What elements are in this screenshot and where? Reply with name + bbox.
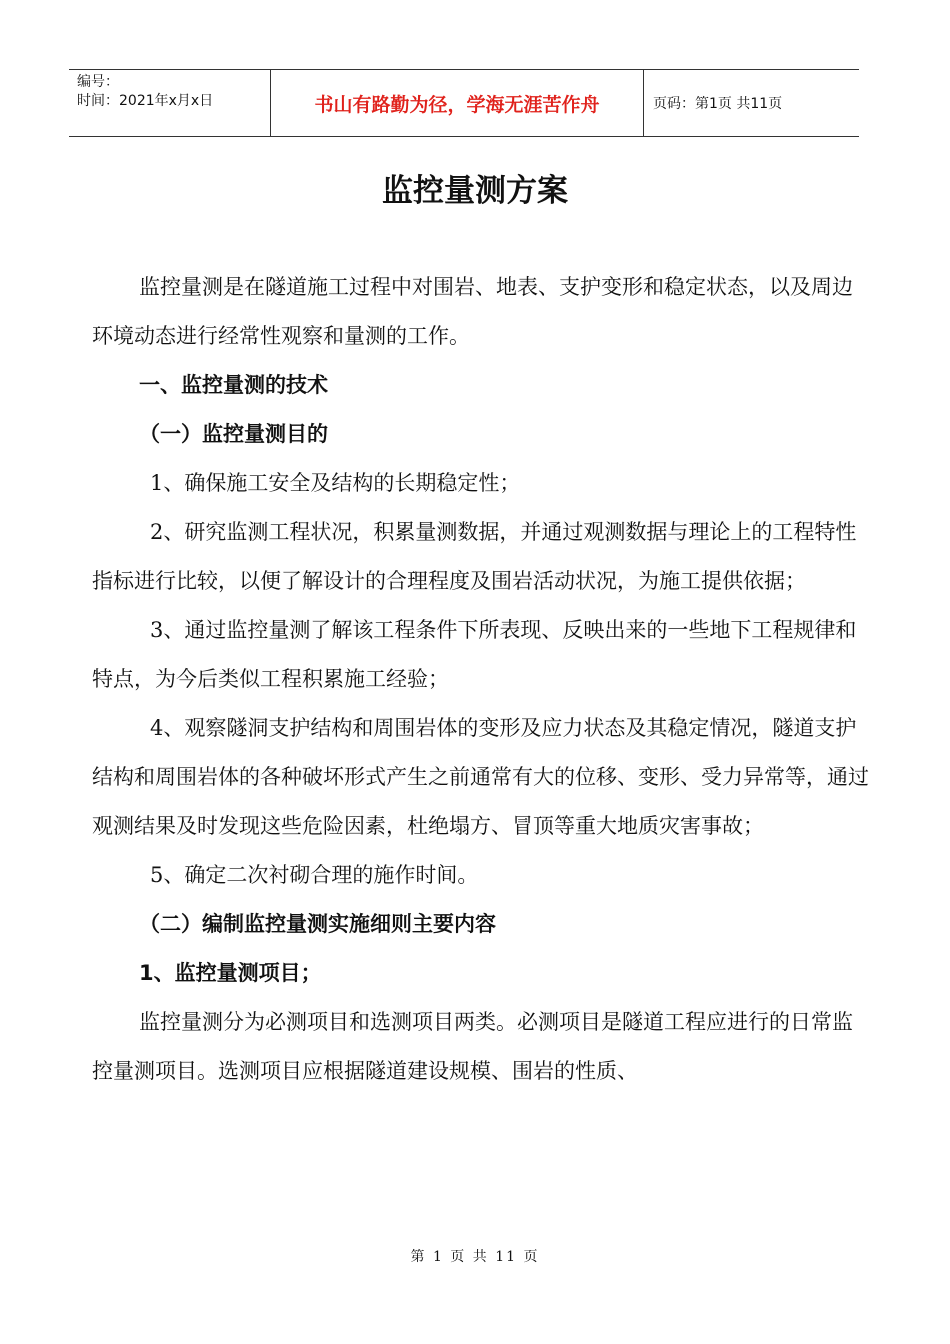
intro-paragraph: 监控量测是在隧道施工过程中对围岩、地表、支护变形和稳定状态，以及周边环境动态进行经常性观察和量测的工作。 bbox=[92, 275, 853, 348]
subsection-heading-1: （一）监控量测目的 bbox=[139, 422, 328, 446]
subsection-item-heading-1: 1、监控量测项目； bbox=[139, 961, 322, 985]
header-number-label: 编号： bbox=[77, 74, 119, 90]
header-page-info: 页码：第1页 共11页 bbox=[653, 96, 783, 112]
header-motto: 书山有路勤为径，学海无涯苦作舟 bbox=[314, 93, 600, 116]
list-item-2: 2、研究监测工程状况，积累量测数据，并通过观测数据与理论上的工程特性指标进行比较，以便了解设计的合理程度及围岩活动状况，为施工提供依据； bbox=[92, 520, 857, 593]
list-item-5: 5、确定二次衬砌合理的施作时间。 bbox=[150, 863, 479, 887]
header-meta bbox=[77, 73, 213, 111]
body-paragraph-last: 监控量测分为必测项目和选测项目两类。必测项目是隧道工程应进行的日常监控量测项目。选测项目应根据隧道建设规模、围岩的性质、 bbox=[92, 1010, 853, 1083]
list-item-4: 4、观察隧洞支护结构和周围岩体的变形及应力状态及其稳定情况，隧道支护结构和周围岩体的各种破坏形式产生之前通常有大的位移、变形、受力异常等，通过观测结果及时发现这些危险因素，杜绝塌方、冒顶等重大地质灾害事故； bbox=[92, 716, 869, 838]
page-header bbox=[69, 69, 859, 137]
header-time-label: 时间：2021年x月x日 bbox=[77, 93, 214, 109]
section-heading-1: 一、监控量测的技术 bbox=[139, 373, 328, 397]
list-item-1: 1、确保施工安全及结构的长期稳定性； bbox=[150, 471, 521, 495]
document-body bbox=[92, 263, 870, 1096]
header-divider-right bbox=[643, 70, 644, 136]
page-footer: 第 1 页 共 11 页 bbox=[410, 1249, 540, 1265]
list-item-3: 3、通过监控量测了解该工程条件下所表现、反映出来的一些地下工程规律和特点，为今后类似工程积累施工经验； bbox=[92, 618, 857, 691]
document-title: 监控量测方案 bbox=[382, 173, 568, 209]
subsection-heading-2: （二）编制监控量测实施细则主要内容 bbox=[139, 912, 496, 936]
